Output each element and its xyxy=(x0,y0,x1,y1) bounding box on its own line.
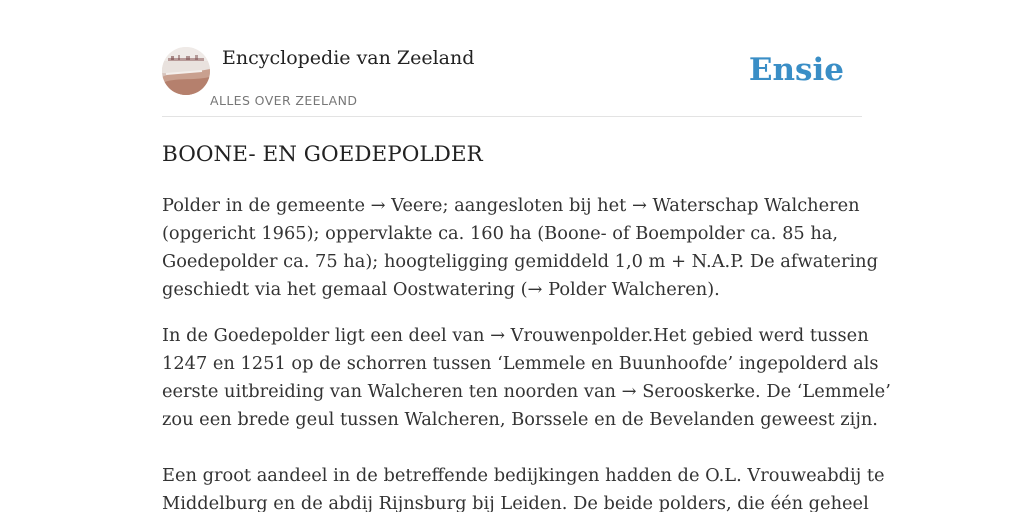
site-title[interactable]: Encyclopedie van Zeeland xyxy=(222,47,475,69)
paragraph-line: Een groot aandeel in de betreffende bedijkingen hadden de O.L. Vrouweabdij te xyxy=(162,465,885,486)
paragraph-line[interactable]: In de Goedepolder ligt een deel van → Vrouwenpolder.Het gebied werd tussen xyxy=(162,325,869,346)
site-subtitle: ALLES OVER ZEELAND xyxy=(210,93,358,108)
entry-body xyxy=(162,192,891,512)
site-avatar-image[interactable] xyxy=(162,47,210,95)
paragraph-line[interactable]: Polder in de gemeente → Veere; aangesloten bij het → Waterschap Walcheren xyxy=(162,195,860,216)
paragraph-line[interactable]: geschiedt via het gemaal Oostwatering (→ Polder Walcheren). xyxy=(162,279,720,300)
polder-landscape-icon xyxy=(162,47,210,95)
paragraph-line[interactable]: eerste uitbreiding van Walcheren ten noorden van → Serooskerke. De ‘Lemmele’ xyxy=(162,381,891,402)
paragraph-line: 1247 en 1251 op de schorren tussen ‘Lemmele en Buunhoofde’ ingepolderd als xyxy=(162,353,879,374)
entry-title: BOONE- EN GOEDEPOLDER xyxy=(162,142,483,167)
paragraph-line: zou een brede geul tussen Walcheren, Borssele en de Bevelanden geweest zijn. xyxy=(162,409,878,430)
site-header xyxy=(162,0,862,117)
paragraph-line: Middelburg en de abdij Rijnsburg bij Leiden. De beide polders, die één geheel xyxy=(162,493,869,512)
paragraph-2 xyxy=(162,322,891,434)
paragraph-1 xyxy=(162,192,878,304)
paragraph-3 xyxy=(162,462,885,512)
paragraph-line: Goedepolder ca. 75 ha); hoogteligging gemiddeld 1,0 m + N.A.P. De afwatering xyxy=(162,251,878,272)
page xyxy=(162,0,891,512)
ensie-logo-link[interactable]: Ensie xyxy=(748,52,844,88)
paragraph-line: (opgericht 1965); oppervlakte ca. 160 ha (Boone- of Boempolder ca. 85 ha, xyxy=(162,223,839,244)
